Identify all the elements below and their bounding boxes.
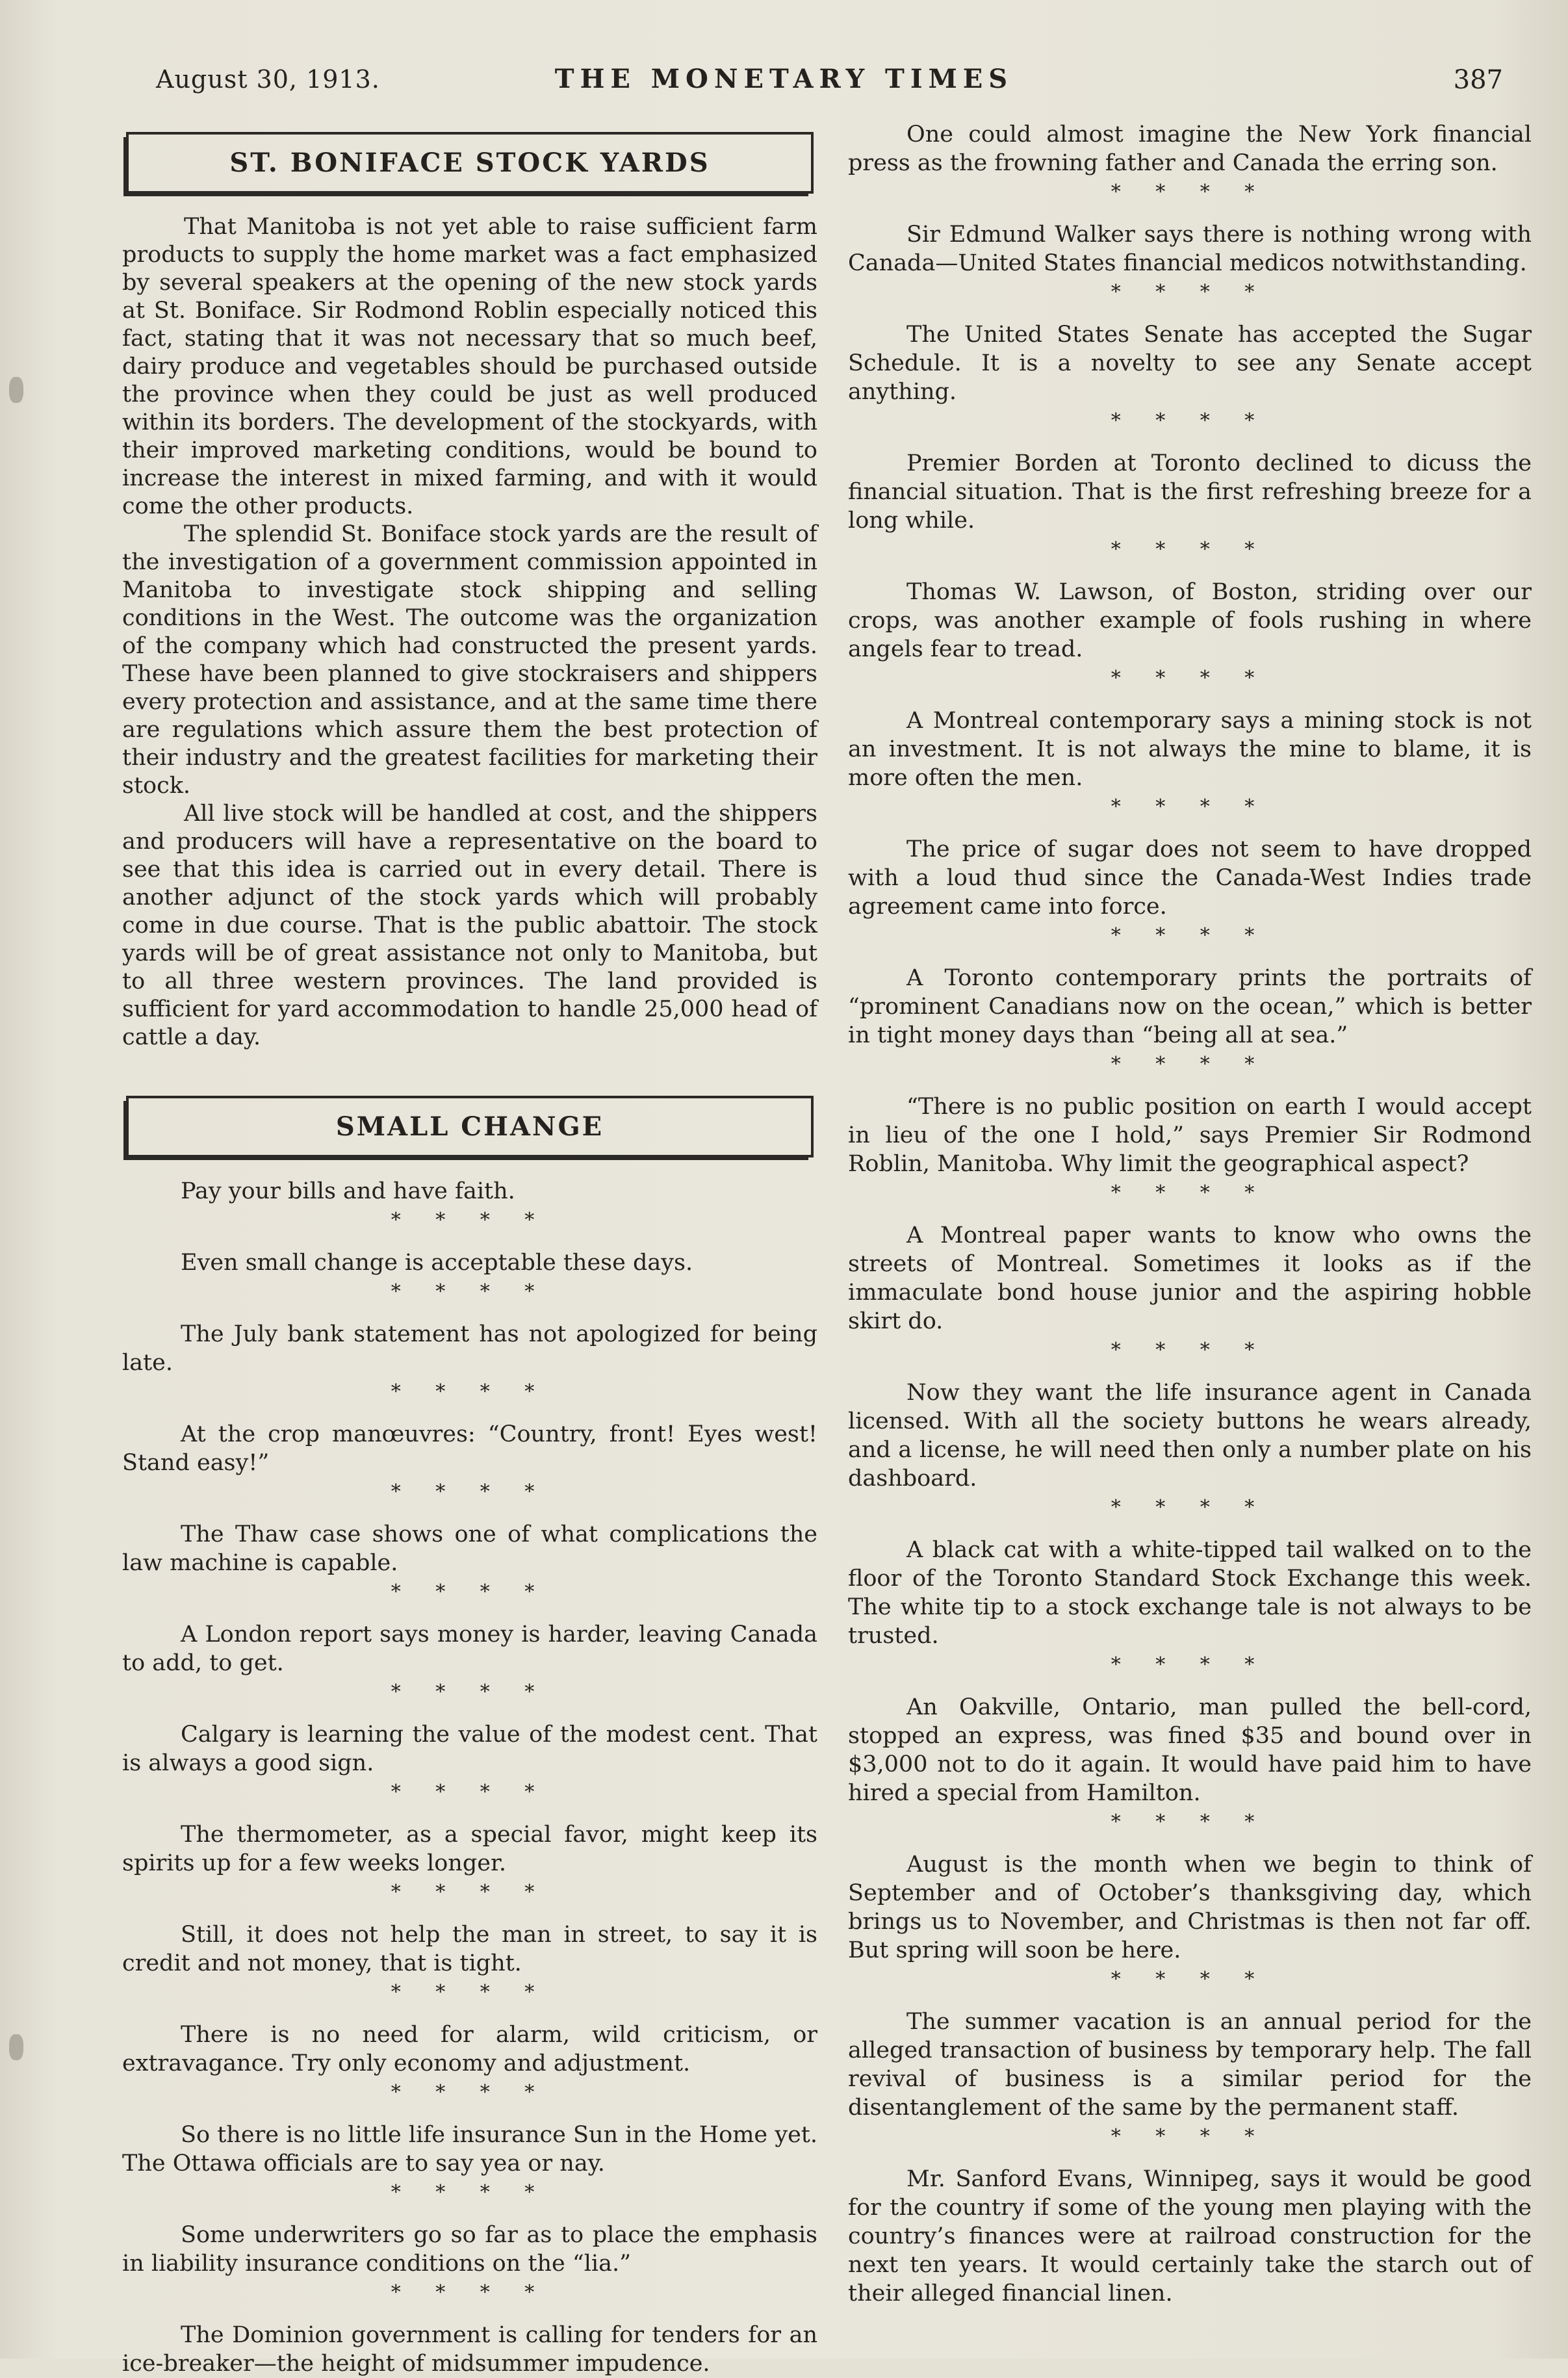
small-change-item: Even small change is acceptable these days. bbox=[181, 1250, 693, 1276]
separator-stars: * * * * bbox=[1111, 2125, 1269, 2148]
article-paragraph: That Manitoba is not yet able to raise sufficient farm products to supply the home market was a fact emphasized by several speakers at the opening of the new stock yards at St. Boniface. Sir Rodmond Roblin especially noticed this fact, stating that it was not necessary that so much beef, dairy produce and vegetables should be purchased outside the province when they could be just as well produced within its borders. The development of the stockyards, with their improved marketing conditions, would be bound to increase the interest in mixed farming, and with it would come the other products. bbox=[122, 214, 817, 519]
small-change-item: A Toronto contemporary prints the portraits of “prominent Canadians now on the ocean,” which is better in tight money days than “being all at sea.” bbox=[848, 965, 1532, 1048]
separator-stars: * * * * bbox=[1111, 1496, 1269, 1519]
small-change-item: The July bank statement has not apologized for being late. bbox=[122, 1321, 817, 1376]
separator-stars: * * * * bbox=[1111, 409, 1269, 432]
separator-stars: * * * * bbox=[1111, 1968, 1269, 1991]
issue-date: August 30, 1913. bbox=[156, 65, 380, 94]
separator-stars: * * * * bbox=[391, 1581, 549, 1603]
page-number: 387 bbox=[1453, 65, 1503, 95]
small-change-item: A London report says money is harder, leaving Canada to add, to get. bbox=[122, 1622, 817, 1676]
small-change-item: Premier Borden at Toronto declined to dicuss the financial situation. That is the first refreshing breeze for a long while. bbox=[848, 450, 1532, 534]
separator-stars: * * * * bbox=[391, 2081, 549, 2104]
publication-title: THE MONETARY TIMES bbox=[554, 64, 1014, 94]
separator-stars: * * * * bbox=[1111, 1811, 1269, 1833]
separator-stars: * * * * bbox=[1111, 1182, 1269, 1204]
small-change-item: Thomas W. Lawson, of Boston, striding over our crops, was another example of fools rushing in where angels fear to tread. bbox=[848, 579, 1532, 662]
small-change-item: There is no need for alarm, wild criticism, or extravagance. Try only economy and adjustment. bbox=[122, 2022, 817, 2076]
small-change-item: Mr. Sanford Evans, Winnipeg, says it would be good for the country if some of the young men playing with the country’s finances were at railroad construction for the next ten years. It would certainly take the starch out of their alleged financial linen. bbox=[848, 2166, 1532, 2307]
separator-stars: * * * * bbox=[1111, 1653, 1269, 1676]
small-change-item: “There is no public position on earth I would accept in lieu of the one I hold,” says Premier Sir Rodmond Roblin, Manitoba. Why limit the geographical aspect? bbox=[848, 1094, 1532, 1177]
small-change-item: The Dominion government is calling for tenders for an ice-breaker—the height of midsummer impudence. bbox=[122, 2322, 817, 2377]
separator-stars: * * * * bbox=[391, 1280, 549, 1303]
small-change-item: Calgary is learning the value of the modest cent. That is always a good sign. bbox=[122, 1722, 817, 1776]
article-heading: ST. BONIFACE STOCK YARDS bbox=[126, 132, 814, 194]
separator-stars: * * * * bbox=[391, 1881, 549, 1904]
small-change-item: At the crop manœuvres: “Country, front! Eyes west! Stand easy!” bbox=[122, 1421, 817, 1476]
separator-stars: * * * * bbox=[391, 1209, 549, 1232]
small-change-item: Sir Edmund Walker says there is nothing wrong with Canada—United States financial medicos notwithstanding. bbox=[848, 222, 1532, 276]
separator-stars: * * * * bbox=[1111, 281, 1269, 304]
small-change-item: The Thaw case shows one of what complications the law machine is capable. bbox=[122, 1521, 817, 1576]
small-change-item: A black cat with a white-tipped tail walked on to the floor of the Toronto Standard Stock Exchange this week. The white tip to a stock exchange tale is not always to be trusted. bbox=[848, 1537, 1532, 1649]
small-change-item: The price of sugar does not seem to have dropped with a loud thud since the Canada-West Indies trade agreement came into force. bbox=[848, 836, 1532, 920]
separator-stars: * * * * bbox=[391, 1781, 549, 1803]
small-change-list-left bbox=[122, 1177, 817, 2378]
small-change-item: Now they want the life insurance agent in Canada licensed. With all the society buttons he wears already, and a license, he will need then only a number plate on his dashboard. bbox=[848, 1380, 1532, 1492]
separator-stars: * * * * bbox=[391, 1681, 549, 1703]
small-change-item: The summer vacation is an annual period for the alleged transaction of business by temporary help. The fall revival of business is a similar period for the disentanglement of the same by the permanent staff. bbox=[848, 2009, 1532, 2121]
small-change-item: So there is no little life insurance Sun in the Home yet. The Ottawa officials are to say yea or nay. bbox=[122, 2122, 817, 2177]
separator-stars: * * * * bbox=[1111, 667, 1269, 690]
separator-stars: * * * * bbox=[1111, 181, 1269, 203]
small-change-item: Some underwriters go so far as to place the emphasis in liability insurance conditions on the “lia.” bbox=[122, 2222, 817, 2277]
article-paragraph: The splendid St. Boniface stock yards are the result of the investigation of a government commission appointed in Manitoba to investigate stock shipping and selling conditions in the West. The outcome was the organization of the company which had constructed the present yards. These have been planned to give stockraisers and shippers every protection and assistance, and at the same time there are regulations which assure them the best protection of their industry and the greatest facilities for marketing their stock. bbox=[122, 521, 817, 799]
binding-mark bbox=[9, 2034, 23, 2060]
small-change-item: Still, it does not help the man in street, to say it is credit and not money, that is tight. bbox=[122, 1922, 817, 1976]
separator-stars: * * * * bbox=[391, 1480, 549, 1503]
small-change-item: The United States Senate has accepted the Sugar Schedule. It is a novelty to see any Senate accept anything. bbox=[848, 322, 1532, 405]
small-change-item: The thermometer, as a special favor, might keep its spirits up for a few weeks longer. bbox=[122, 1822, 817, 1876]
right-column bbox=[848, 120, 1532, 2308]
separator-stars: * * * * bbox=[391, 1380, 549, 1403]
small-change-item: An Oakville, Ontario, man pulled the bell-cord, stopped an express, was fined $35 and bound over in $3,000 not to do it again. It would have paid him to have hired a special from Hamilton. bbox=[848, 1694, 1532, 1806]
separator-stars: * * * * bbox=[1111, 1053, 1269, 1076]
small-change-item: August is the month when we begin to think of September and of October’s thanksgiving day, which brings us to November, and Christmas is then not far off. But spring will soon be here. bbox=[848, 1852, 1532, 1963]
small-change-list-right bbox=[848, 120, 1532, 2308]
separator-stars: * * * * bbox=[391, 2281, 549, 2304]
separator-stars: * * * * bbox=[1111, 538, 1269, 561]
article-paragraph: All live stock will be handled at cost, and the shippers and producers will have a representative on the board to see that this idea is carried out in every detail. There is another adjunct of the stock yards which will probably come in due course. That is the public abattoir. The stock yards will be of great assistance not only to Manitoba, but to all three western provinces. The land provided is sufficient for yard accommodation to handle 25,000 head of cattle a day. bbox=[122, 801, 817, 1050]
binding-mark bbox=[9, 377, 23, 403]
small-change-item: Pay your bills and have faith. bbox=[181, 1178, 515, 1204]
small-change-heading: SMALL CHANGE bbox=[126, 1096, 814, 1157]
separator-stars: * * * * bbox=[1111, 795, 1269, 818]
small-change-item: A Montreal contemporary says a mining stock is not an investment. It is not always the mine to blame, it is more often the men. bbox=[848, 708, 1532, 791]
page-header bbox=[0, 65, 1568, 104]
separator-stars: * * * * bbox=[1111, 1339, 1269, 1362]
separator-stars: * * * * bbox=[391, 1981, 549, 2004]
left-column bbox=[122, 120, 817, 2378]
separator-stars: * * * * bbox=[1111, 924, 1269, 947]
small-change-item: One could almost imagine the New York financial press as the frowning father and Canada the erring son. bbox=[848, 122, 1532, 176]
separator-stars: * * * * bbox=[391, 2181, 549, 2204]
small-change-item: A Montreal paper wants to know who owns the streets of Montreal. Sometimes it looks as if the immaculate bond house junior and the aspiring hobble skirt do. bbox=[848, 1222, 1532, 1334]
